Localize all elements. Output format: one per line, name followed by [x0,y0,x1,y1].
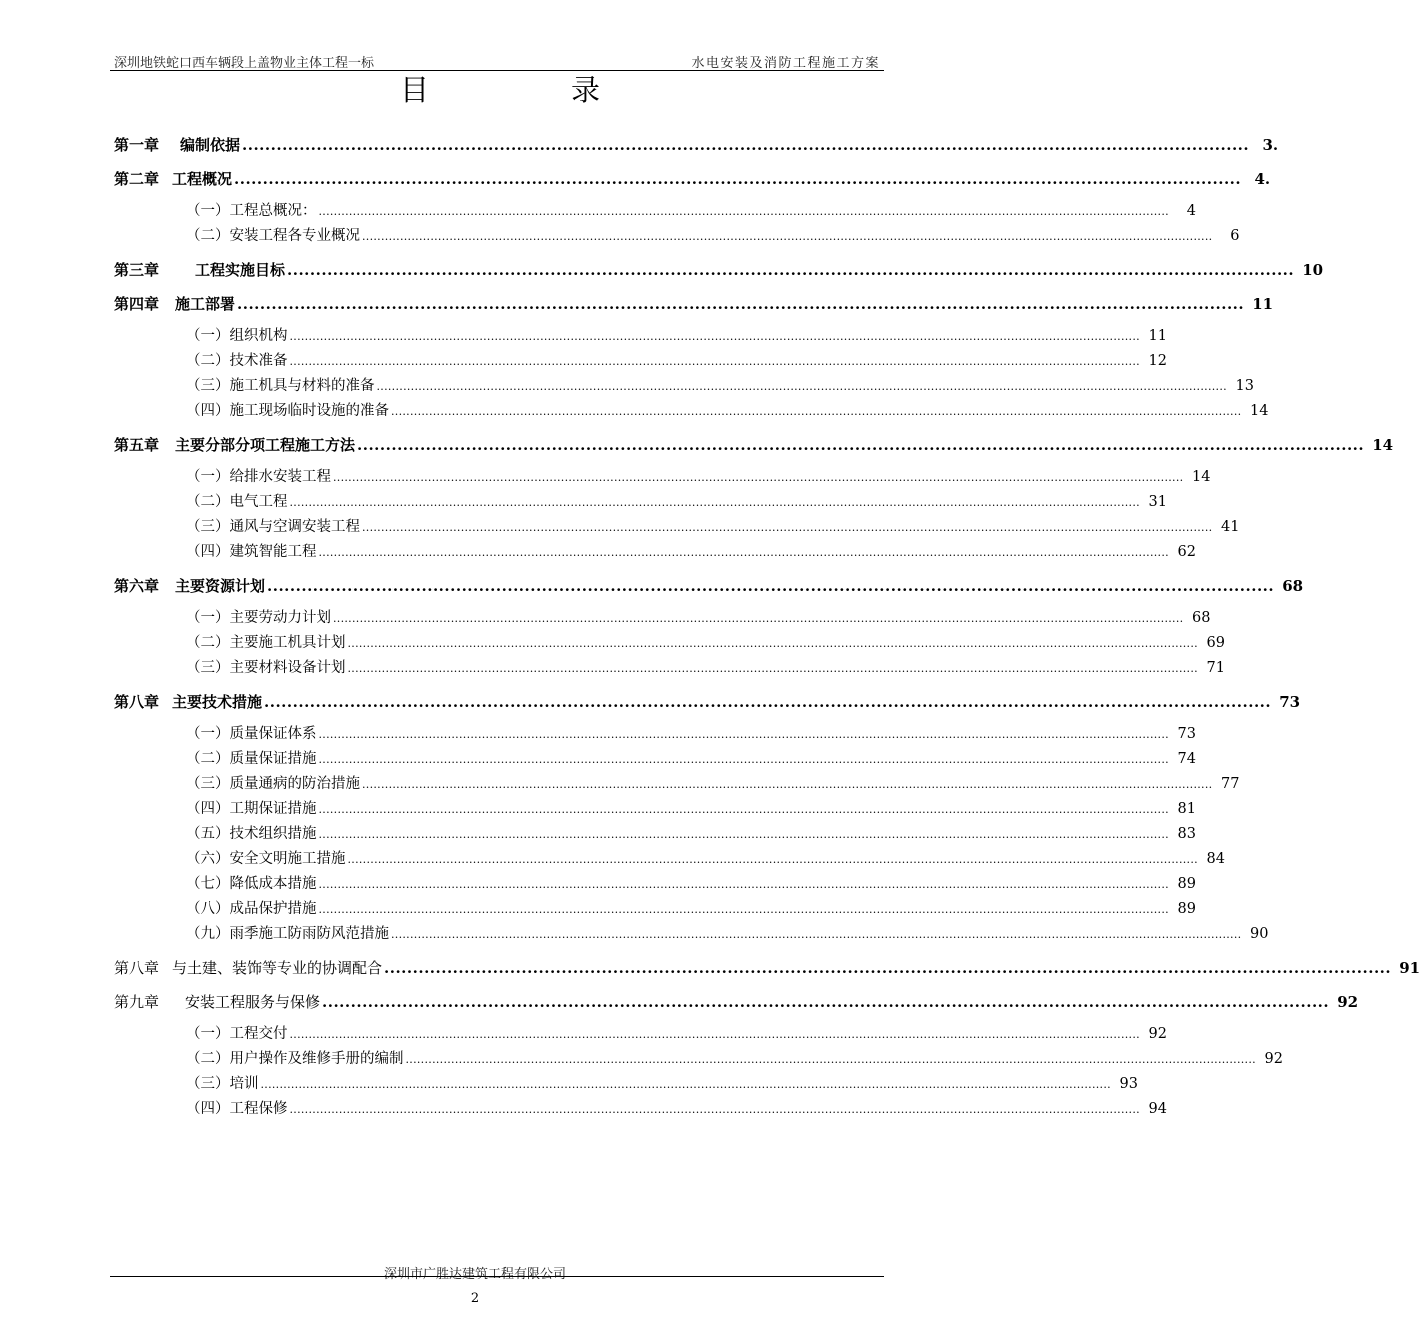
dot-leader: ................................................................................................................................................................................................................................ [289,1103,1140,1116]
toc-section[interactable] [186,722,1196,747]
dot-leader: ................................................................................................................................................................................ [242,136,1250,154]
section-title: （二）质量保证措施 [186,751,317,767]
section-title: （一）主要劳动力计划 [186,610,331,626]
section-title: （一）组织机构 [186,328,288,344]
chapter-number: 第四章 [114,295,160,313]
section-title: （一）质量保证体系 [186,726,317,742]
dot-leader: ................................................................................................................................................................................ [264,693,1272,711]
dot-leader: ................................................................................................................................................................................................................................ [318,828,1169,841]
toc-section[interactable] [186,399,1269,424]
section-title: （八）成品保护措施 [186,901,317,917]
page-number: 90 [1249,926,1269,942]
dot-leader: ................................................................................................................................................................................................................................ [391,405,1242,418]
toc-section[interactable] [186,490,1167,515]
page-number: 11 [1252,295,1274,313]
section-title: （七）降低成本措施 [186,876,317,892]
toc-chapter-technical-measures-sections [186,722,1269,947]
dot-leader: ................................................................................................................................................................................ [237,295,1245,313]
toc-section[interactable] [186,1047,1283,1072]
section-title: （二）主要施工机具计划 [186,635,346,651]
toc-section[interactable] [186,872,1196,897]
chapter-title: 主要技术措施 [172,693,263,711]
toc-section[interactable] [186,540,1196,565]
section-title: （四）施工现场临时设施的准备 [186,403,389,419]
chapter-title: 主要分部分项工程施工方法 [175,436,356,454]
toc-section[interactable] [186,897,1196,922]
dot-leader: ................................................................................................................................................................................................................................ [289,1028,1140,1041]
dot-leader: ................................................................................................................................................................................................................................ [318,546,1169,559]
page-number: 83 [1177,826,1196,842]
section-title: （二）安装工程各专业概况 [186,228,360,244]
dot-leader: ................................................................................................................................................................................................................................ [318,753,1169,766]
dot-leader: ................................................................................................................................................................................................................................ [289,496,1140,509]
footer-company: 深圳市广胜达建筑工程有限公司 [383,1267,566,1282]
dot-leader: ................................................................................................................................................................................ [234,170,1242,188]
toc-chapter-9[interactable] [114,985,1359,1019]
toc-chapter-2[interactable] [114,162,1271,196]
page-number: 73 [1177,726,1196,742]
page-number: 92 [1337,993,1359,1011]
toc-section[interactable] [186,515,1240,540]
section-title: （四）工期保证措施 [186,801,317,817]
page-number: 6 [1230,228,1240,244]
chapter-title: 与土建、装饰等专业的协调配合 [172,959,383,977]
toc-chapter-3[interactable] [114,253,1324,287]
chapter-title: 工程实施目标 [195,261,286,279]
page-number: 68 [1191,610,1211,626]
table-of-contents [114,128,1420,1126]
toc-section[interactable] [186,656,1225,681]
chapter-number: 第三章 [114,261,160,279]
toc-chapter-1[interactable] [114,128,1279,162]
dot-leader: ................................................................................................................................................................................................................................ [318,728,1169,741]
page-number: 71 [1206,660,1225,676]
toc-chapter-9-sections [186,1022,1283,1122]
toc-section[interactable] [186,349,1167,374]
section-title: （二）技术准备 [186,353,288,369]
page-number: 41 [1220,519,1240,535]
chapter-number: 第一章 [114,136,160,154]
section-title: （三）质量通病的防治措施 [186,776,360,792]
toc-section[interactable] [186,847,1225,872]
chapter-number: 第六章 [114,577,160,595]
page-number-footer: 2 [470,1291,480,1306]
dot-leader: ................................................................................................................................................................................................................................ [391,928,1242,941]
dot-leader: ................................................................................................................................................................................................................................ [289,355,1140,368]
chapter-title: 编制依据 [180,136,241,154]
toc-section[interactable] [186,199,1196,224]
dot-leader: ................................................................................................................................................................................................................................ [318,803,1169,816]
chapter-number: 第八章 [114,693,160,711]
section-title: （三）施工机具与材料的准备 [186,378,375,394]
dot-leader: ................................................................................................................................................................................................................................ [405,1053,1256,1066]
toc-title-part2: 录 [571,73,601,107]
page-number: 77 [1220,776,1240,792]
toc-chapter-6[interactable] [114,569,1304,603]
dot-leader: ................................................................................................................................................................................................................................ [376,380,1227,393]
toc-section[interactable] [186,374,1254,399]
page-number: 89 [1177,876,1196,892]
toc-chapter-5[interactable] [114,428,1394,462]
section-title: （六）安全文明施工措施 [186,851,346,867]
chapter-title: 安装工程服务与保修 [185,993,321,1011]
dot-leader: ................................................................................................................................................................................................................................ [318,878,1169,891]
page-number: 14 [1372,436,1394,454]
dot-leader: ................................................................................................................................................................................ [384,959,1392,977]
page-number: 68 [1282,577,1304,595]
dot-leader: ................................................................................................................................................................................................................................ [289,330,1140,343]
dot-leader: ................................................................................................................................................................................ [322,993,1330,1011]
section-title: （二）用户操作及维修手册的编制 [186,1051,404,1067]
toc-section[interactable] [186,822,1196,847]
section-title: （四）工程保修 [186,1101,288,1117]
toc-section[interactable] [186,1022,1167,1047]
page-number: 69 [1206,635,1225,651]
dot-leader: ................................................................................................................................................................................ [287,261,1295,279]
chapter-number: 第二章 [114,170,160,188]
page-number: 14 [1191,469,1211,485]
toc-title-part1: 目 [400,73,430,107]
dot-leader: ................................................................................................................................................................................ [267,577,1275,595]
header-project-name: 深圳地铁蛇口西车辆段上盖物业主体工程一标 [114,56,375,71]
dot-leader: ................................................................................................................................................................................................................................ [333,471,1184,484]
section-title: （五）技术组织措施 [186,826,317,842]
footer-divider [110,1276,884,1277]
section-title: （一）工程总概况： [186,203,317,219]
page-number: 4. [1254,170,1271,188]
page-number: 14 [1249,403,1269,419]
dot-leader: ................................................................................................................................................................................................................................ [347,637,1198,650]
dot-leader: ................................................................................................................................................................................................................................ [347,662,1198,675]
page-number: 13 [1235,378,1254,394]
toc-section[interactable] [186,465,1211,490]
page-number: 81 [1177,801,1196,817]
dot-leader: ................................................................................................................................................................................ [357,436,1365,454]
section-title: （一）工程交付 [186,1026,288,1042]
section-title: （三）通风与空调安装工程 [186,519,360,535]
page-number: 4 [1186,203,1196,219]
section-title: （二）电气工程 [186,494,288,510]
toc-section[interactable] [186,772,1240,797]
section-title: （四）建筑智能工程 [186,544,317,560]
chapter-title: 施工部署 [175,295,236,313]
page-number: 11 [1148,328,1167,344]
dot-leader: ................................................................................................................................................................................................................................ [260,1078,1111,1091]
chapter-number: 第八章 [114,959,160,977]
page-number: 10 [1302,261,1324,279]
chapter-title: 主要资源计划 [175,577,266,595]
page-number: 92 [1264,1051,1283,1067]
toc-title [0,68,950,108]
header-document-title: 水电安装及消防工程施工方案 [691,56,880,71]
toc-section[interactable] [186,747,1196,772]
dot-leader: ................................................................................................................................................................................................................................ [362,521,1213,534]
toc-section[interactable] [186,606,1211,631]
page-number: 74 [1177,751,1196,767]
toc-chapter-2-sections [186,199,1240,249]
page-number: 62 [1177,544,1196,560]
page-number: 92 [1148,1026,1167,1042]
toc-chapter-4-sections [186,324,1269,424]
toc-chapter-coordination[interactable] [114,951,1420,985]
page-number: 89 [1177,901,1196,917]
page-number: 3. [1262,136,1279,154]
toc-chapter-5-sections [186,465,1240,565]
page-number: 91 [1399,959,1420,977]
dot-leader: ................................................................................................................................................................................................................................ [362,230,1213,243]
section-title: （三）主要材料设备计划 [186,660,346,676]
dot-leader: ................................................................................................................................................................................................................................ [347,853,1198,866]
toc-section[interactable] [186,922,1269,947]
page-number: 93 [1119,1076,1138,1092]
dot-leader: ................................................................................................................................................................................................................................ [362,778,1213,791]
toc-chapter-technical-measures[interactable] [114,685,1301,719]
page-number: 12 [1148,353,1167,369]
toc-section[interactable] [186,224,1240,249]
dot-leader: ................................................................................................................................................................................................................................ [318,903,1169,916]
toc-section[interactable] [186,631,1225,656]
page-number: 31 [1148,494,1167,510]
section-title: （一）给排水安装工程 [186,469,331,485]
toc-section[interactable] [186,797,1196,822]
toc-section[interactable] [186,1072,1138,1097]
chapter-number: 第五章 [114,436,160,454]
chapter-title: 工程概况 [172,170,233,188]
section-title: （三）培训 [186,1076,259,1092]
chapter-number: 第九章 [114,993,160,1011]
page-number: 94 [1148,1101,1167,1117]
dot-leader: ................................................................................................................................................................................................................................ [318,205,1169,218]
toc-chapter-4[interactable] [114,287,1274,321]
toc-section[interactable] [186,324,1167,349]
page-number: 84 [1206,851,1225,867]
toc-section[interactable] [186,1097,1167,1122]
toc-chapter-6-sections [186,606,1225,681]
page-number: 73 [1279,693,1301,711]
section-title: （九）雨季施工防雨防风范措施 [186,926,389,942]
dot-leader: ................................................................................................................................................................................................................................ [333,612,1184,625]
